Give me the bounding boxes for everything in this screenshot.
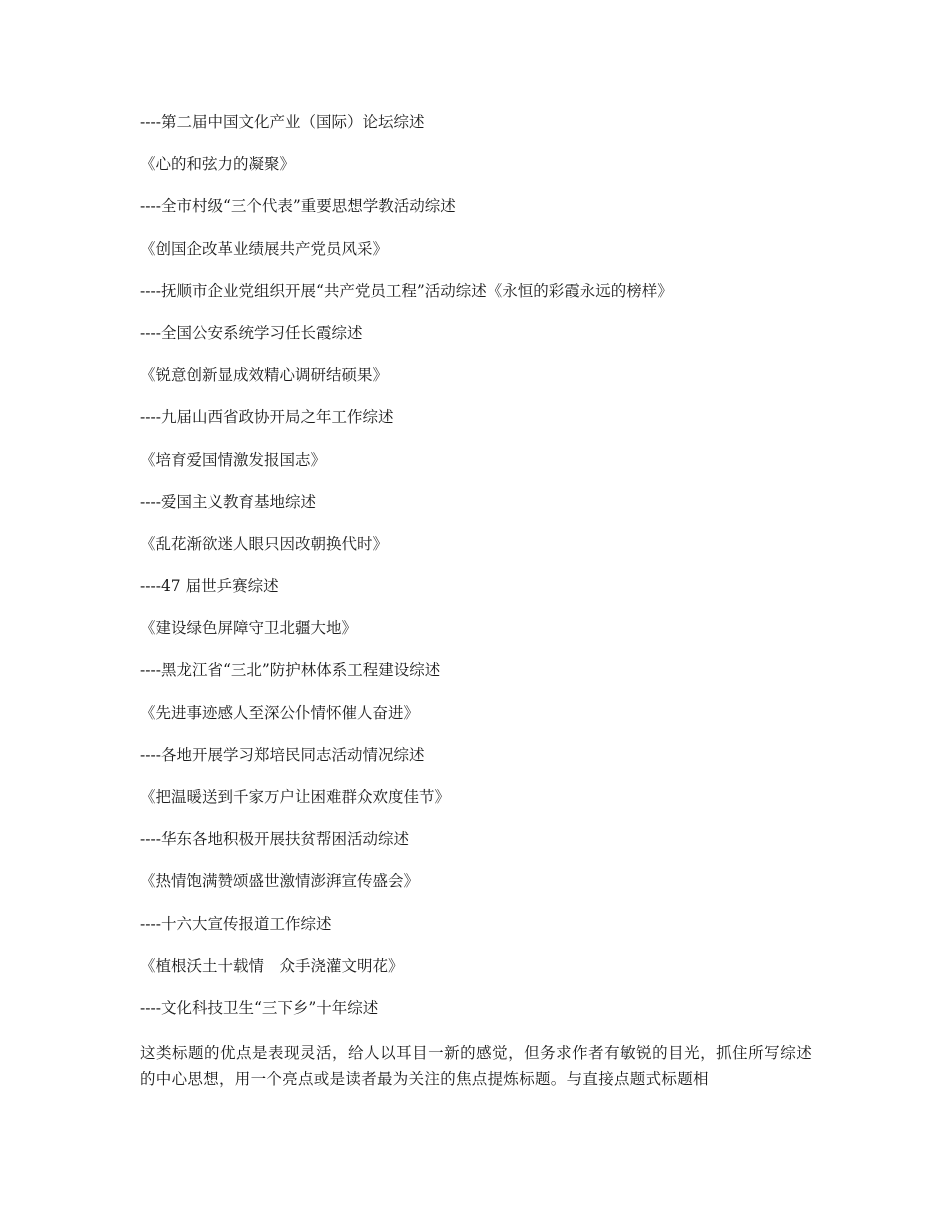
title-line: 《培育爱国情激发报国志》 [140, 450, 327, 469]
title-line: 《把温暖送到千家万户让困难群众欢度佳节》 [140, 788, 451, 806]
subtitle-line: ----十六大宣传报道工作综述 [140, 914, 332, 933]
subtitle-line: ----第二届中国文化产业（国际）论坛综述 [140, 113, 425, 131]
title-line: 《创国企改革业绩展共产党员风采》 [140, 239, 389, 258]
subtitle-line: ----华东各地积极开展扶贫帮困活动综述 [140, 830, 409, 849]
subtitle-line: ----47 届世乒赛综述 [140, 577, 279, 596]
subtitle-line: ----全国公安系统学习任长霞综述 [140, 323, 363, 342]
body-paragraph: 这类标题的优点是表现灵活，给人以耳目一新的感觉，但务求作者有敏锐的目光，抓住所写综述的中心思想，用一个亮点或是读者最为关注的焦点提炼标题。与直接点题式标题相 [140, 1044, 812, 1089]
subtitle-line: ----九届山西省政协开局之年工作综述 [140, 408, 394, 427]
subtitle-line: ----黑龙江省“三北”防护林体系工程建设综述 [140, 661, 441, 680]
title-line: 《心的和弦力的凝聚》 [140, 155, 296, 174]
subtitle-line: ----抚顺市企业党组织开展“共产党员工程”活动综述《永恒的彩霞永远的榜样》 [140, 281, 673, 300]
title-line: 《先进事迹感人至深公仆情怀催人奋进》 [140, 703, 420, 722]
title-line: 《建设绿色屏障守卫北疆大地》 [140, 619, 358, 638]
title-line: 《锐意创新显成效精心调研结硕果》 [140, 366, 389, 385]
subtitle-line: ----全市村级“三个代表”重要思想学教活动综述 [140, 197, 456, 216]
document-page [140, 112, 812, 1092]
subtitle-line: ----爱国主义教育基地综述 [140, 492, 316, 511]
title-line: 《植根沃土十载情 众手浇灌文明花》 [140, 956, 404, 975]
subtitle-line: ----各地开展学习郑培民同志活动情况综述 [140, 745, 425, 764]
title-line: 《乱花渐欲迷人眼只因改朝换代时》 [140, 534, 389, 553]
subtitle-line: ----文化科技卫生“三下乡”十年综述 [140, 998, 379, 1017]
title-line: 《热情饱满赞颂盛世激情澎湃宣传盛会》 [140, 872, 420, 891]
